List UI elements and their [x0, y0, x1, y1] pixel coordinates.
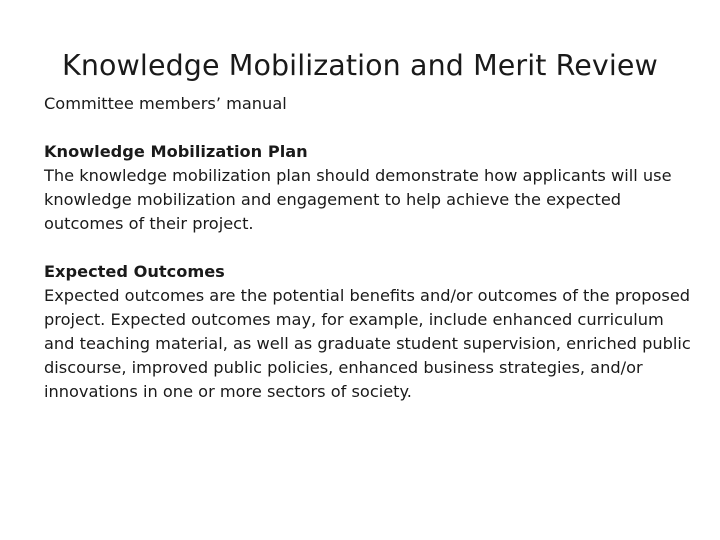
section-heading: Knowledge Mobilization Plan: [44, 142, 308, 161]
subtitle: Committee members’ manual: [44, 94, 287, 113]
section-body: Expected outcomes are the potential benefits and/or outcomes of the proposed project. Expected outcomes may, for example, include enhanced curriculum and teaching material, as well as graduate student supervision, enriched public discourse, improved public policies, enhanced business strategies, and/or innovations in one or more sectors of society.: [44, 286, 691, 401]
section-body: The knowledge mobilization plan should demonstrate how applicants will use knowledge mobilization and engagement to help achieve the expected outcomes of their project.: [44, 166, 672, 233]
section-expected-outcomes: [44, 260, 694, 404]
slide-title: Knowledge Mobilization and Merit Review: [62, 49, 658, 82]
slide-content: [44, 92, 694, 404]
section-knowledge-mobilization-plan: [44, 140, 694, 236]
section-heading: Expected Outcomes: [44, 262, 225, 281]
